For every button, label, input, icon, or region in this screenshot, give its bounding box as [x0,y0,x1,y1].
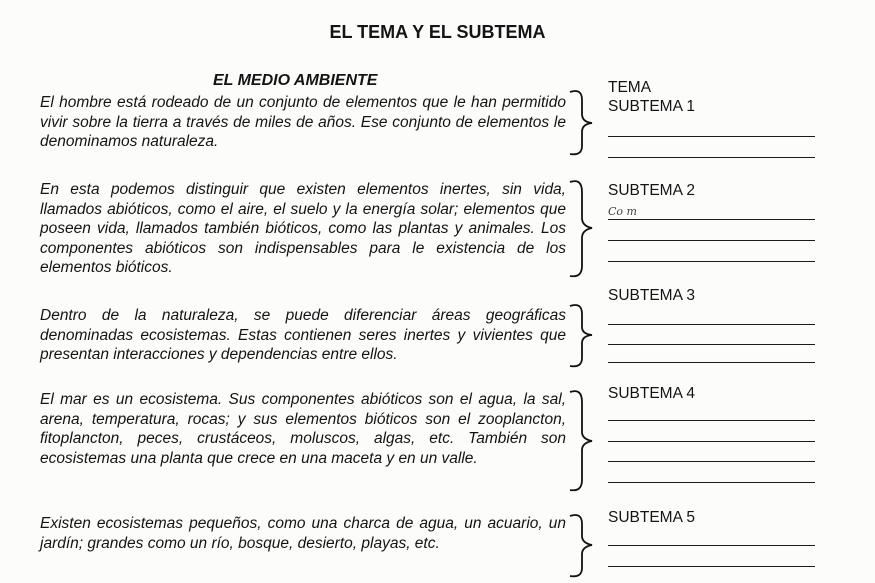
answer-line[interactable] [608,441,815,442]
paragraph-4: El mar es un ecosistema. Sus componentes abióticos son el agua, la sal, arena, temperatura, rocas; y sus elementos bióticos son el zooplancton, fitoplancton, peces, crustáceos, moluscos, algas, etc. También son ecosistemas una planta que crece en una maceta y en un valle. [40,391,566,467]
answer-line[interactable] [608,157,815,158]
answer-line[interactable] [608,362,815,363]
answer-line[interactable] [608,219,815,220]
subtema-4-label: SUBTEMA 4 [608,385,695,402]
answer-line[interactable] [608,482,815,483]
answer-line[interactable] [608,261,815,262]
brace-5 [570,512,610,578]
paragraph-5: Existen ecosistemas pequeños, como una charca de agua, un acuario, un jardín; grandes como un río, bosque, desierto, playas, etc. [40,515,566,552]
reading-title: EL MEDIO AMBIENTE [213,72,378,89]
tema-label: TEMA [608,79,652,96]
worksheet-title: EL TEMA Y EL SUBTEMA [329,22,546,42]
answer-line[interactable] [608,344,815,345]
answer-line[interactable] [608,324,815,325]
answer-line[interactable] [608,240,815,241]
subtema-1-label: SUBTEMA 1 [608,98,695,115]
brace-4 [570,388,610,494]
answer-line[interactable] [608,566,815,567]
subtema-2-label: SUBTEMA 2 [608,182,695,199]
answer-line[interactable] [608,461,815,462]
answer-line[interactable] [608,545,815,546]
subtema-3-label: SUBTEMA 3 [608,287,695,304]
paragraph-2: En esta podemos distinguir que existen elementos inertes, sin vida, llamados abióticos, como el aire, el suelo y la energía solar; elementos que poseen vida, llamados también bióticos, como las plantas y animales. Los componentes abióticos son indispensables para le existencia de los elementos bióticos. [40,181,566,276]
handwritten-note: Co m [608,205,637,218]
brace-1 [570,88,610,158]
answer-line[interactable] [608,420,815,421]
answer-line[interactable] [608,136,815,137]
paragraph-1: El hombre está rodeado de un conjunto de elementos que le han permitido vivir sobre la tierra a través de miles de años. Ese conjunto de elementos le denominamos naturaleza. [40,94,566,150]
brace-3 [570,302,610,370]
paragraph-3: Dentro de la naturaleza, se puede diferenciar áreas geográficas denominadas ecosistemas. Estas contienen seres inertes y vivientes que presentan interacciones y dependencias entre ellos. [40,307,566,363]
subtema-5-label: SUBTEMA 5 [608,509,695,526]
brace-2 [570,178,610,280]
